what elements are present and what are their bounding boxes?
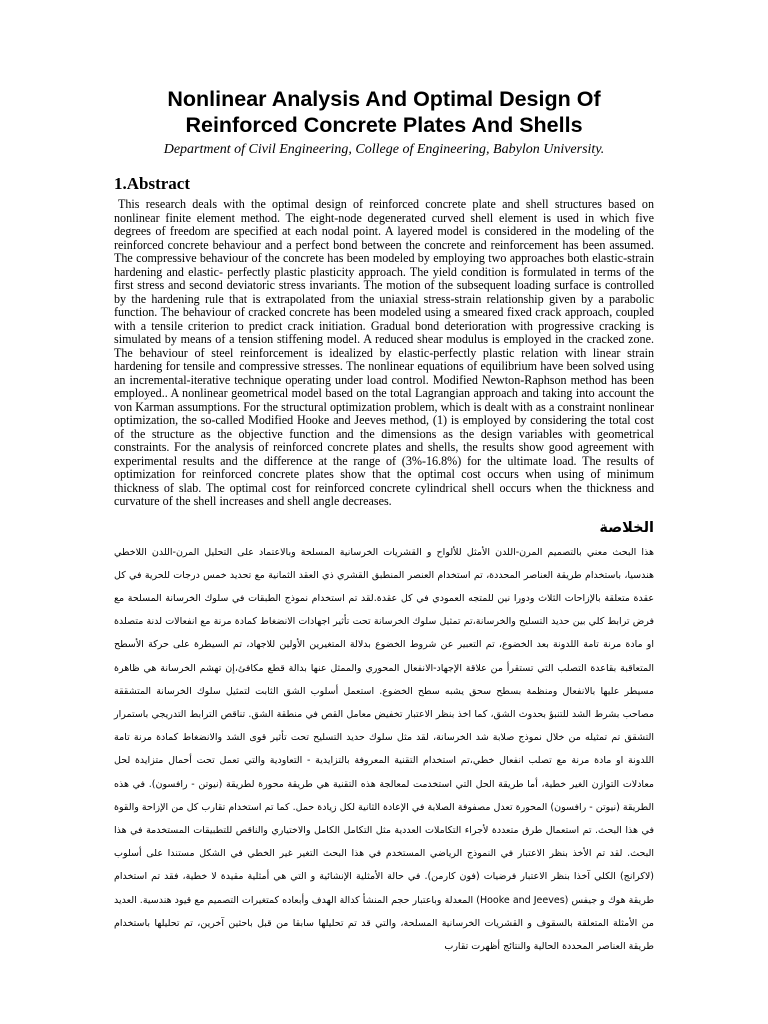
paper-title xyxy=(114,86,654,138)
abstract-text: This research deals with the optimal design of reinforced concrete plate and shell structures based on nonlinear finite element method. The eight-node degenerated curved shell element is used in which five degrees of freedom are specified at each nodal point. A layered model is considered in the modeling of the reinforced concrete behaviour and a perfect bond between the concrete and reinforcement has been assumed. The compressive behaviour of the concrete has been modeled by employing two approaches both elastic-strain hardening and elastic- perfectly plastic plasticity approach. The yield condition is formulated in terms of the first stress and second deviatoric stress invariants. The motion of the subsequent loading surface is controlled by the hardening rule that is extrapolated from the uniaxial stress-strain relationship given by a parabolic function. The behaviour of cracked concrete has been modeled using a smeared fixed crack approach, coupled with a tensile criterion to predict crack initiation. Gradual bond deterioration with progressive cracking is simulated by means of a tension stiffening model. A reduced shear modulus is employed in the cracked zone. The behaviour of steel reinforcement is idealized by elastic-perfectly plastic relation with linear strain hardening for tensile and compressive stresses. The nonlinear equations of equilibrium have been solved using an incremental-iterative technique operating under load control. Modified Newton-Raphson method has been employed.. A nonlinear geometrical model based on the total Lagrangian approach and taking into account the von Karman assumptions. For the structural optimization problem, which is dealt with as a constraint nonlinear optimization, the so-called Modified Hooke and Jeeves method, (1) is employed by considering the total cost of the structure as the objective function and the dimensions as the design variables with geometrical constraints. For the analysis of reinforced concrete plates and shells, the results show good agreement with experimental results and the difference at the range of (3%-16.8%) for the ultimate load. The results of optimization for reinforced concrete plates show that the optimal cost occurs when using of minimum thickness of slab. The optimal cost for reinforced concrete cylindrical shell occurs when the thickness and curvature of the shell increases and shell angle decreases. xyxy=(114,197,654,508)
title-line-1: Nonlinear Analysis And Optimal Design Of xyxy=(167,87,601,111)
arabic-abstract-heading: الخلاصة xyxy=(599,519,654,536)
title-line-2: Reinforced Concrete Plates And Shells xyxy=(185,113,583,137)
affiliation: Department of Civil Engineering, College of Engineering, Babylon University. xyxy=(163,142,605,157)
abstract-heading: 1.Abstract xyxy=(114,174,191,193)
arabic-abstract-text: هذا البحث معني بالتصميم المرن-اللدن الأمثل للألواح و القشريات الخرسانية المسلحة وبالاعتماد على التحليل المرن-اللدن اللاخطي هندسيا، باستخدام طريقة العناصر المحددة، تم استخدام العنصر المنطبق القشري ذي العقد الثمانية مع تحديد خمس درجات للحرية في كل عقدة متعلقة بالإزاحات الثلاث ودورا نين للمتجه العمودي في كل عقدة.لقد تم استخدام نموذج الطبقات في سلوك الخرسانة المسلحة مع فرض ترابط كلي بين حديد التسليح والخرسانة،تم تمثيل سلوك الخرسانة تحت تأثير اجهادات الانضغاط كمادة مرنة مع انفعالات لدنة متصلدة او مادة مرنة تامة اللدونة بعد الخضوع، تم التعبير عن شروط الخضوع بدلالة المتغيرين الأولين للاجهاد، تم السيطرة على حركة الأسطح المتعاقبة بقاعدة التصلب التي تستقرأ من علاقة الإجهاد-الانفعال المحوري والممثل عنها بدالة قطع مكافئ،إن تهشم الخرسانة هي ظاهرة مسيطر عليها بالانفعال ومنظمة بسطح سحق يشبه سطح الخضوع. استعمل أسلوب الشق الثابت لتمثيل سلوك الخرسانة المتشققة مصاحب بشرط الشد للتنبؤ بحدوث الشق، كما اخذ بنظر الاعتبار تخفيض معامل القص في منطقة الشق. تناقص الترابط التدريجي باستمرار التشقق تم تمثيله من خلال نموذج صلابة شد الخرسانة، لقد مثل سلوك حديد التسليح تحت تأثير قوى الشد والانضغاط كمادة مرنة تامة اللدونة او مادة مرنة مع تصلب انفعال خطي،تم استخدام التقنية المعروفة بالتزايدية - التعاودية والتي تعمل تحت أحمال متزايدة لحل معادلات التوازن الغير خطية، أما طريقة الحل التي استخدمت لمعالجة هذه التقنية هي طريقة محورة لطريقة (نيوتن - رافسون). في هذه الطريقة (نيوتن - رافسون) المحورة تعدل مصفوفة الصلابة في الإعادة الثانية لكل زيادة حمل. كما تم استخدام تقارب كل من الإزاحة والقوة في هذا البحث. تم استعمال طرق متعددة لأجراء التكاملات العددية مثل التكامل الكامل والاختياري والناقص للتطبيقات المستخدمة في هذا البحث. لقد تم الأخذ بنظر الاعتبار في النموذج الرياضي المستخدم في هذا البحث التغير غير الخطي في الشكل مستندا على أسلوب (لاكرانج) الكلي آخذا بنظر الاعتبار فرضيات (فون كارمن). في حالة الأمثلية الإنشائية و التي هي أمثلية مقيدة لا خطية، فقد تم استخدام طريقة هوك و جيفس (Hooke and Jeeves) المعدلة وباعتبار حجم المنشأ كدالة الهدف وأبعاده كمتغيرات التصميم مع قيود هندسية. العديد من الأمثلة المتعلقة بالسقوف و القشريات الخرسانية المسلحة، والتي قد تم تحليلها سابقا من قبل باحثين آخرين، تم تحليلها باستخدام طريقة العناصر المحددة الحالية والنتائج أظهرت تقارب xyxy=(114,546,654,952)
